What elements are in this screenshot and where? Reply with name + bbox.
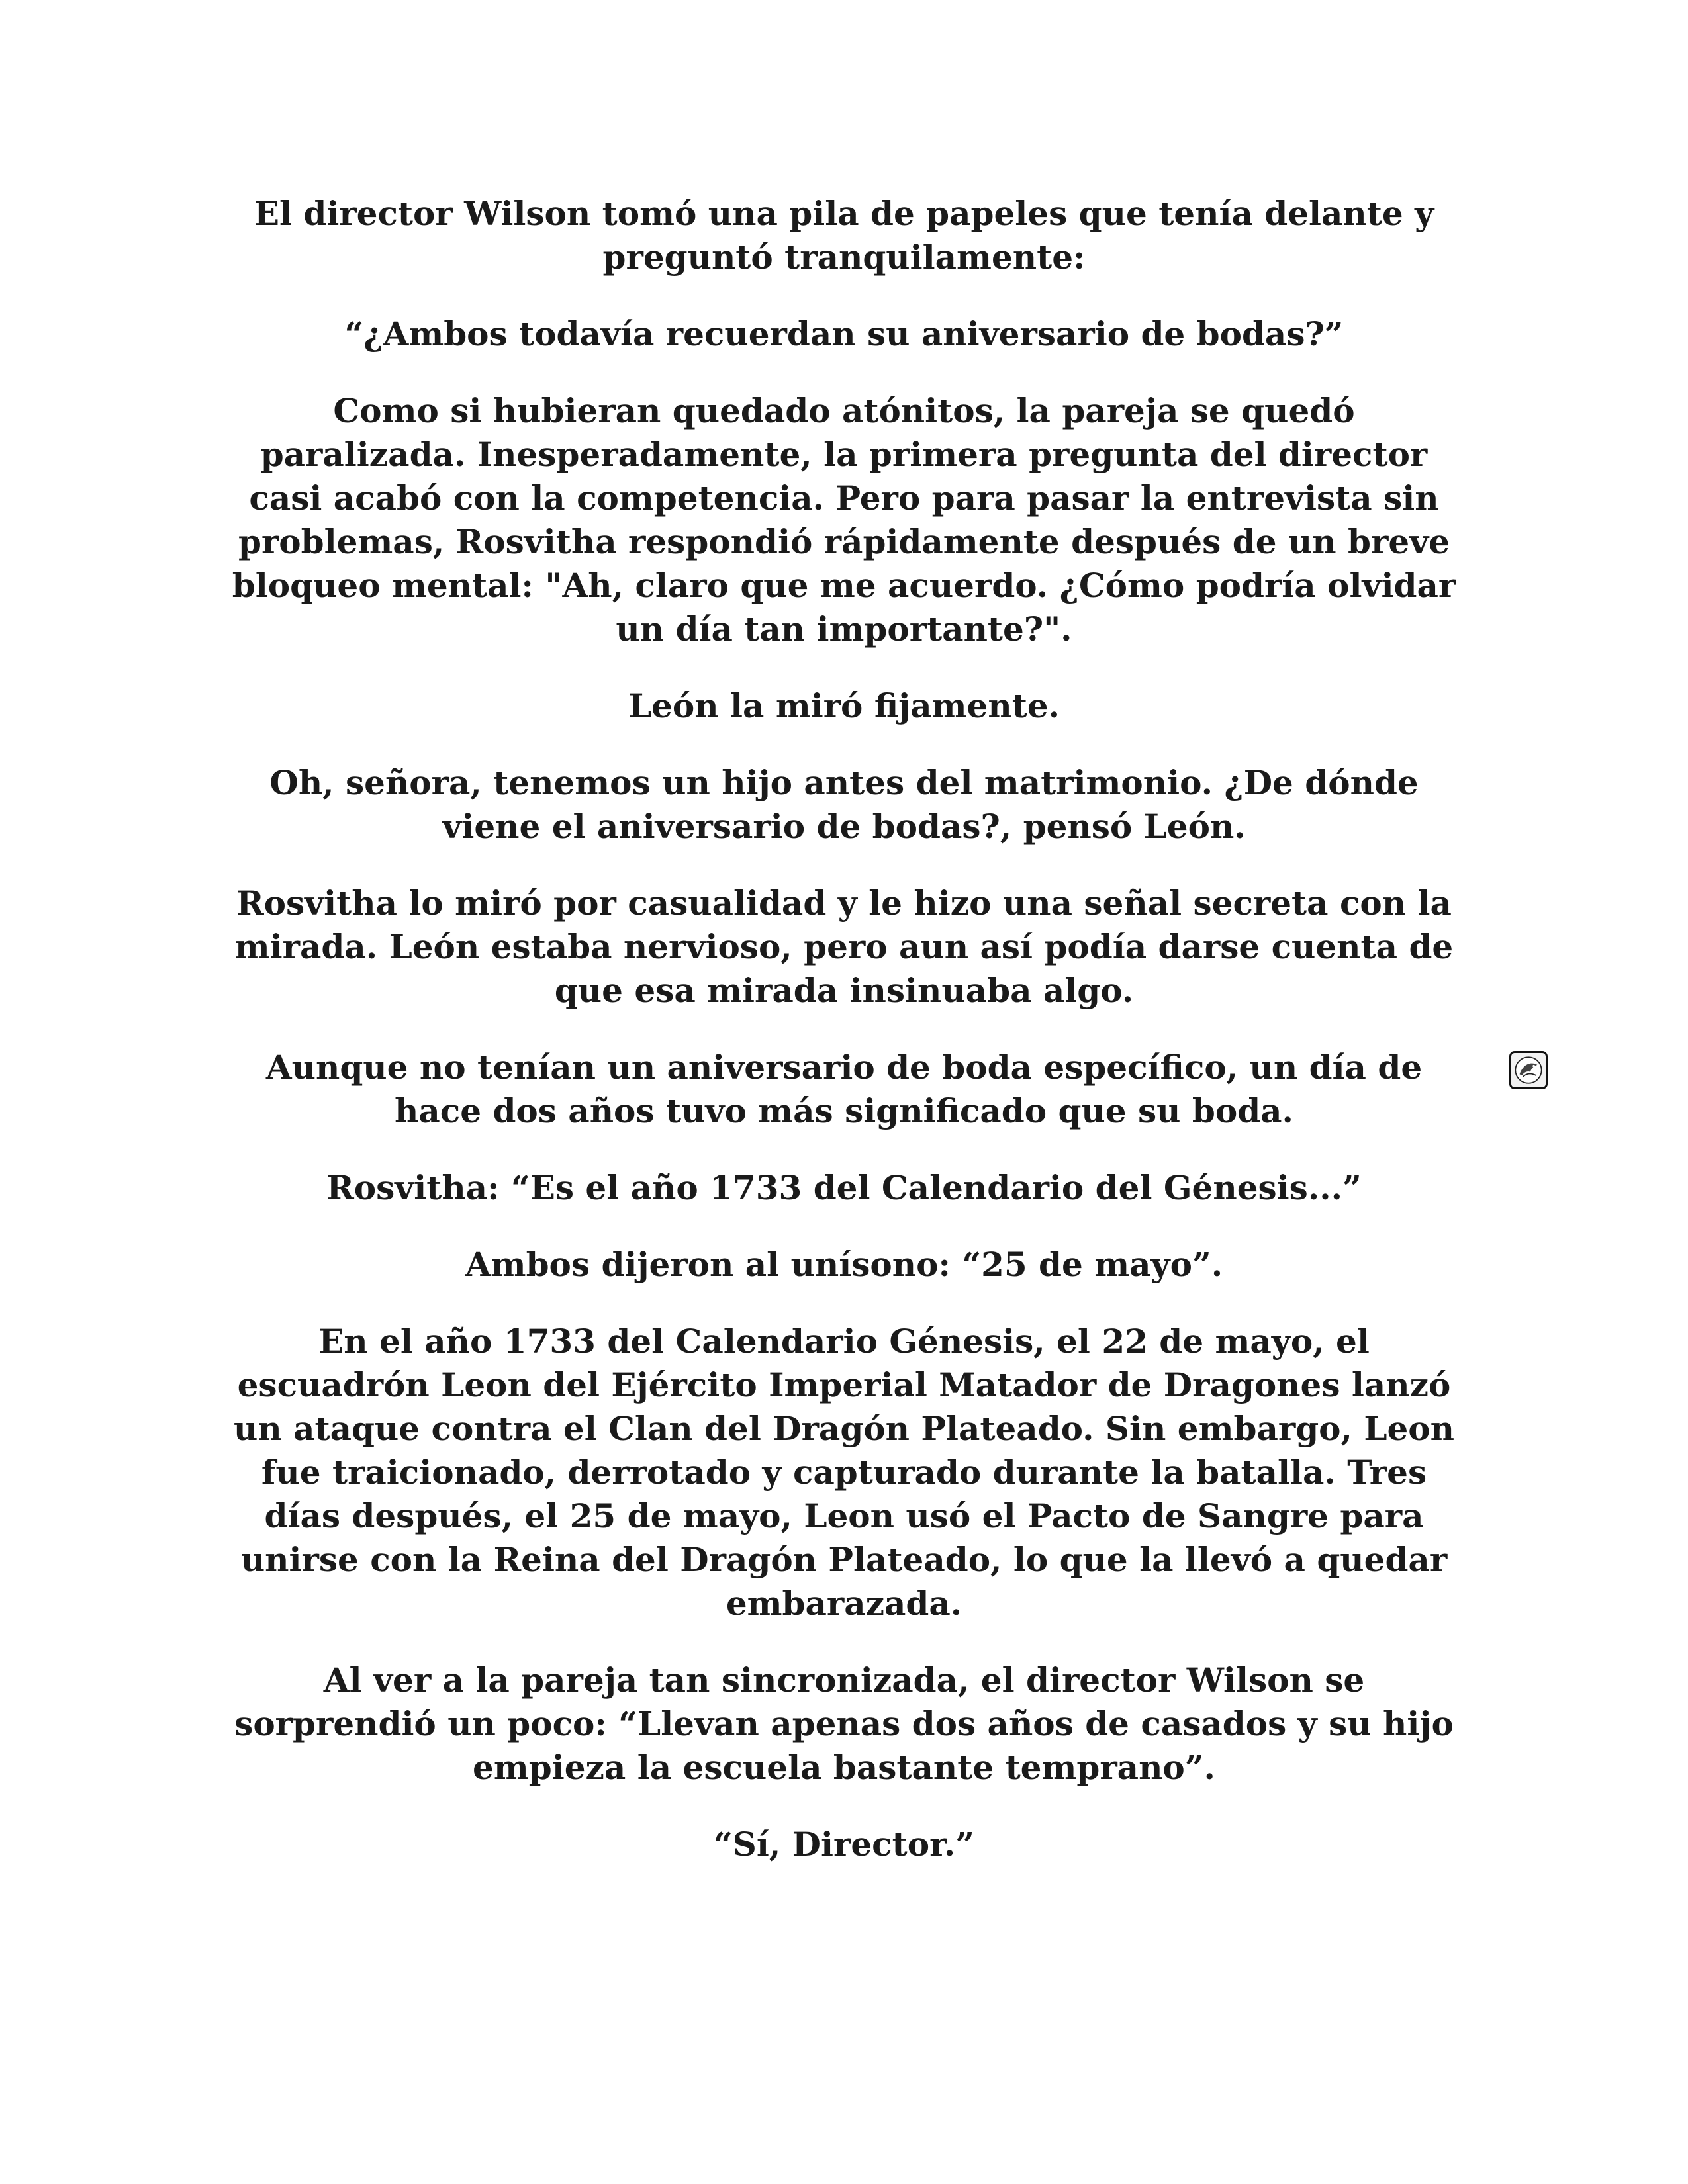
dragon-emblem-icon xyxy=(1509,1051,1548,1089)
paragraph-12: “Sí, Director.” xyxy=(714,1825,974,1864)
paragraph-4: León la miró fijamente. xyxy=(628,686,1060,725)
paragraph-3: Como si hubieran quedado atónitos, la pareja se quedó paralizada. Inesperadamente, la primera pregunta del director casi acabó con la competencia. Pero para pasar la entrevista sin problemas, Rosvitha respondió rápidamente después de un breve bloqueo mental: "Ah, claro que me acuerdo. ¿Cómo podría olvidar un día tan importante?". xyxy=(232,391,1456,649)
paragraph-9: Ambos dijeron al unísono: “25 de mayo”. xyxy=(465,1245,1223,1284)
paragraph-5: Oh, señora, tenemos un hijo antes del matrimonio. ¿De dónde viene el aniversario de bodas?, pensó León. xyxy=(269,763,1419,846)
paragraph-11: Al ver a la pareja tan sincronizada, el director Wilson se sorprendió un poco: “Llevan apenas dos años de casados y su hijo empieza la escuela bastante temprano”. xyxy=(234,1661,1454,1787)
paragraph-2: “¿Ambos todavía recuerdan su aniversario de bodas?” xyxy=(344,314,1344,353)
paragraph-7: Aunque no tenían un aniversario de boda específico, un día de hace dos años tuvo más significado que su boda. xyxy=(265,1048,1423,1130)
paragraph-10: En el año 1733 del Calendario Génesis, el 22 de mayo, el escuadrón Leon del Ejército Imperial Matador de Dragones lanzó un ataque contra el Clan del Dragón Plateado. Sin embargo, Leon fue traicionado, derrotado y capturado durante la batalla. Tres días después, el 25 de mayo, Leon usó el Pacto de Sangre para unirse con la Reina del Dragón Plateado, lo que la llevó a quedar embarazada. xyxy=(233,1322,1455,1623)
document-body xyxy=(225,192,1463,1866)
paragraph-1: El director Wilson tomó una pila de papeles que tenía delante y preguntó tranquilamente: xyxy=(254,194,1434,277)
paragraph-8: Rosvitha: “Es el año 1733 del Calendario del Génesis...” xyxy=(326,1168,1362,1207)
paragraph-6: Rosvitha lo miró por casualidad y le hizo una señal secreta con la mirada. León estaba nervioso, pero aun así podía darse cuenta de que esa mirada insinuaba algo. xyxy=(234,884,1454,1010)
